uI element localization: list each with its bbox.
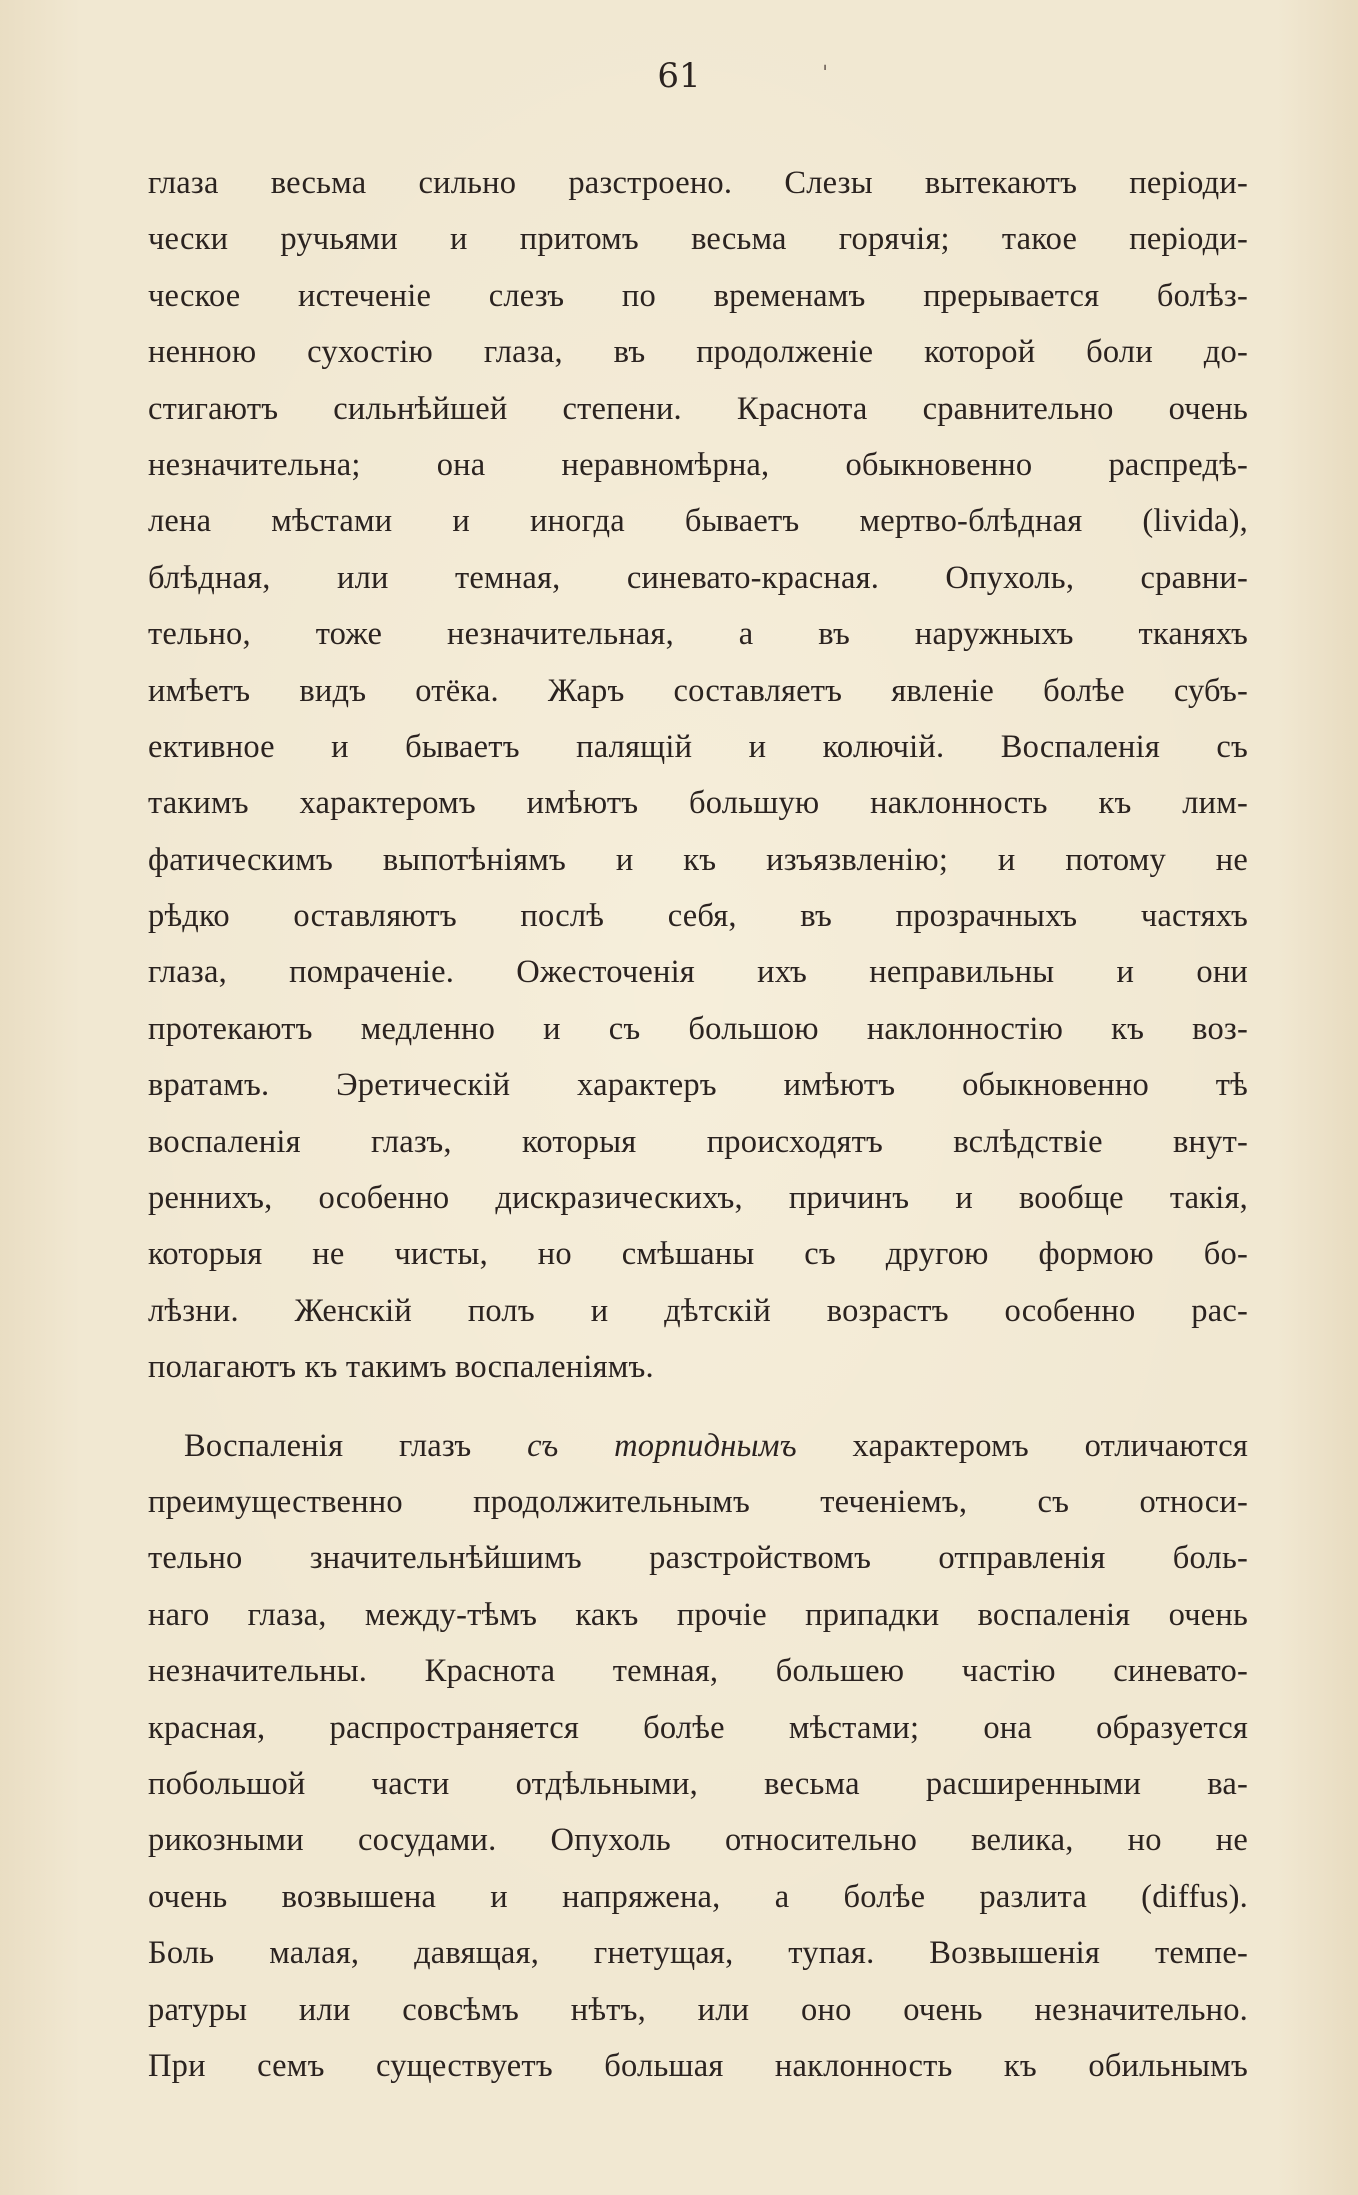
text-span: блѣдная, или темная, синевато-красная. Опухоль, сравни- bbox=[148, 559, 1248, 596]
text-span: ческое истеченіе слезъ по временамъ прерывается болѣз- bbox=[148, 277, 1248, 314]
text-span: незначительна; она неравномѣрна, обыкновенно распредѣ- bbox=[148, 446, 1248, 483]
paragraph bbox=[148, 1418, 1248, 2095]
text-line bbox=[148, 1339, 1248, 1395]
text-line bbox=[148, 1756, 1248, 1812]
paragraph-gap bbox=[148, 1396, 1248, 1418]
text-span: стигаютъ сильнѣйшей степени. Краснота сравнительно очень bbox=[148, 390, 1248, 427]
text-line bbox=[148, 381, 1248, 437]
text-span: побольшой части отдѣльными, весьма расширенными ва- bbox=[148, 1765, 1248, 1802]
text-span: ненною сухостію глаза, въ продолженіе которой боли до- bbox=[148, 334, 1248, 371]
text-line bbox=[148, 550, 1248, 606]
text-span: воспаленія глазъ, которыя происходятъ вслѣдствіе внут- bbox=[148, 1123, 1248, 1160]
text-line bbox=[148, 437, 1248, 493]
paragraph bbox=[148, 155, 1248, 1396]
text-line bbox=[148, 1587, 1248, 1643]
text-line bbox=[148, 1418, 1248, 1474]
text-line bbox=[148, 2038, 1248, 2094]
text-span: которыя не чисты, но смѣшаны съ другою формою бо- bbox=[148, 1236, 1248, 1273]
text-span: наго глаза, между-тѣмъ какъ прочіе припадки воспаленія очень bbox=[148, 1596, 1248, 1633]
text-span: фатическимъ выпотѣніямъ и къ изъязвленію; и потому не bbox=[148, 841, 1248, 878]
text-span: очень возвышена и напряжена, а болѣе разлита (diffus). bbox=[148, 1878, 1248, 1915]
text-line bbox=[148, 1001, 1248, 1057]
text-span: тельно значительнѣйшимъ разстройствомъ отправленія боль- bbox=[148, 1540, 1248, 1577]
text-line bbox=[148, 155, 1248, 211]
text-line bbox=[148, 663, 1248, 719]
text-line bbox=[148, 1283, 1248, 1339]
margin-mark: ˌ bbox=[822, 48, 829, 73]
text-line bbox=[148, 1226, 1248, 1282]
text-span: лѣзни. Женскій полъ и дѣтскій возрастъ особенно рас- bbox=[148, 1292, 1248, 1329]
text-line bbox=[148, 832, 1248, 888]
text-span: глаза, помраченіе. Ожесточенія ихъ неправильны и они bbox=[148, 954, 1248, 991]
text-line bbox=[148, 606, 1248, 662]
text-span: Воспаленія глазъ bbox=[184, 1427, 528, 1464]
text-line bbox=[148, 1474, 1248, 1530]
text-span: ективное и бываетъ палящій и колючій. Воспаленія съ bbox=[148, 728, 1248, 765]
text-line bbox=[148, 493, 1248, 549]
page-number: 61 bbox=[657, 56, 701, 96]
text-line bbox=[148, 1700, 1248, 1756]
text-span: полагаютъ къ такимъ воспаленіямъ. bbox=[148, 1349, 654, 1386]
text-span: преимущественно продолжительнымъ теченіемъ, съ относи- bbox=[148, 1483, 1248, 1520]
text-span: имѣетъ видъ отёка. Жаръ составляетъ явленіе болѣе субъ- bbox=[148, 672, 1248, 709]
text-line bbox=[148, 719, 1248, 775]
text-line bbox=[148, 1643, 1248, 1699]
text-span: такимъ характеромъ имѣютъ большую наклонность къ лим- bbox=[148, 785, 1248, 822]
text-span: рикозными сосудами. Опухоль относительно велика, но не bbox=[148, 1822, 1248, 1859]
text-span: характеромъ отличаются bbox=[796, 1427, 1249, 1464]
text-span: лена мѣстами и иногда бываетъ мертво-блѣдная (livida), bbox=[148, 503, 1248, 540]
text-line bbox=[148, 775, 1248, 831]
text-line bbox=[148, 324, 1248, 380]
text-span: вратамъ. Эретическій характеръ имѣютъ обыкновенно тѣ bbox=[148, 1067, 1248, 1104]
text-line bbox=[148, 1530, 1248, 1586]
text-line bbox=[148, 211, 1248, 267]
text-line bbox=[148, 268, 1248, 324]
text-line bbox=[148, 1982, 1248, 2038]
body-text bbox=[148, 155, 1248, 2094]
text-span: рѣдко оставляютъ послѣ себя, въ прозрачныхъ частяхъ bbox=[148, 898, 1248, 935]
text-line bbox=[148, 944, 1248, 1000]
text-line bbox=[148, 1869, 1248, 1925]
text-line bbox=[148, 1057, 1248, 1113]
text-line bbox=[148, 1925, 1248, 1981]
text-span: ратуры или совсѣмъ нѣтъ, или оно очень незначительно. bbox=[148, 1991, 1248, 2028]
text-line bbox=[148, 1812, 1248, 1868]
text-span: реннихъ, особенно дискразическихъ, причинъ и вообще такія, bbox=[148, 1180, 1248, 1217]
text-span: чески ручьями и притомъ весьма горячія; такое періоди- bbox=[148, 221, 1248, 258]
text-line bbox=[148, 888, 1248, 944]
text-span: красная, распространяется болѣе мѣстами; она образуется bbox=[148, 1709, 1248, 1746]
text-line bbox=[148, 1114, 1248, 1170]
text-span: Боль малая, давящая, гнетущая, тупая. Возвышенія темпе- bbox=[148, 1935, 1248, 1972]
text-span: протекаютъ медленно и съ большою наклонностію къ воз- bbox=[148, 1010, 1248, 1047]
text-span: глаза весьма сильно разстроено. Слезы вытекаютъ періоди- bbox=[148, 165, 1248, 201]
text-span: тельно, тоже незначительная, а въ наружныхъ тканяхъ bbox=[148, 616, 1248, 653]
text-line bbox=[148, 1170, 1248, 1226]
text-span: незначительны. Краснота темная, большею частію синевато- bbox=[148, 1653, 1248, 1690]
text-span: При семъ существуетъ большая наклонность къ обильнымъ bbox=[148, 2047, 1248, 2084]
italic-phrase: съ торпиднымъ bbox=[527, 1427, 797, 1464]
